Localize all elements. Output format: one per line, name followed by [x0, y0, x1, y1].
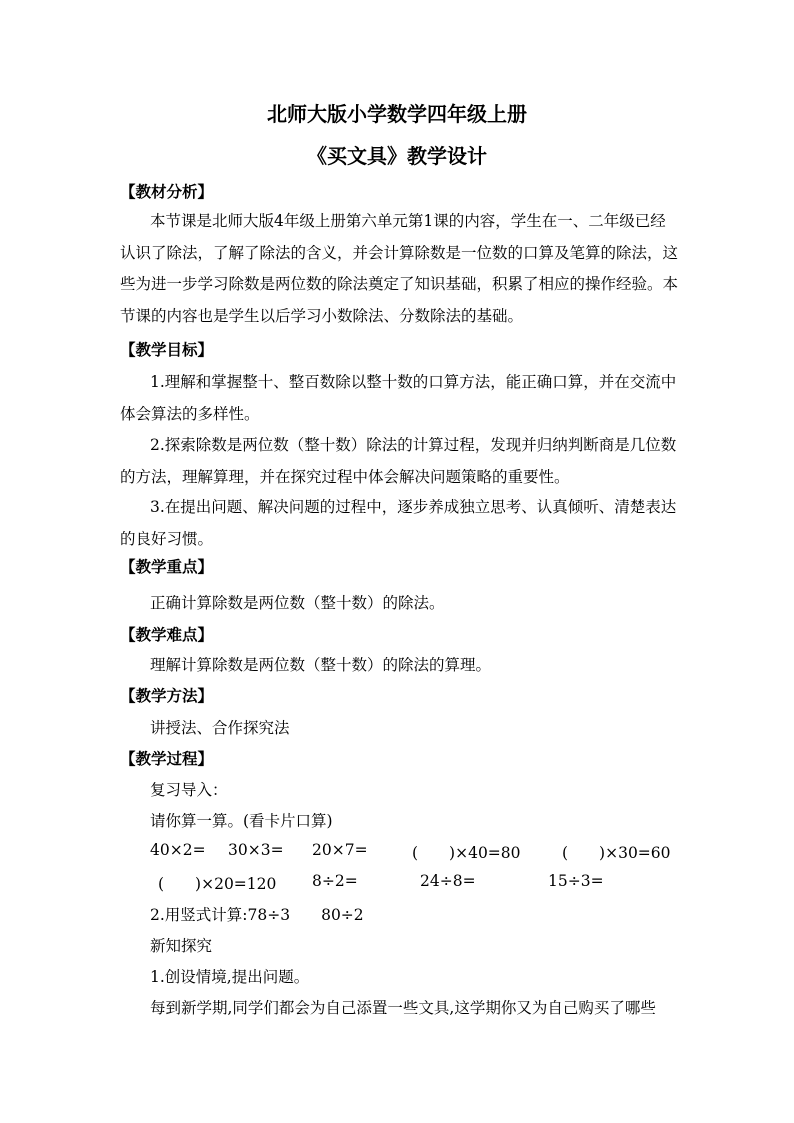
calc-item: 20×7=	[312, 841, 368, 859]
goal-3	[120, 492, 680, 555]
difficulty-text: 理解计算除数是两位数（整十数）的除法的算理。	[150, 656, 492, 674]
goal-1	[120, 367, 680, 430]
method-text: 讲授法、合作探究法	[150, 719, 290, 737]
vertical-calc: 2.用竖式计算:78÷3 80÷2	[150, 906, 364, 924]
calc-item: ( )×30=60	[562, 844, 671, 862]
goal-3-text: 3.在提出问题、解决问题的过程中，逐步养成独立思考、认真倾听、清楚表达的良好习惯。	[120, 498, 677, 548]
goal-2-text: 2.探索除数是两位数（整十数）除法的计算过程，发现并归纳判断商是几位数的方法，理解算理，并在探究过程中体会解决问题策略的重要性。	[120, 436, 677, 486]
goal-1-text: 1.理解和掌握整十、整百数除以整十数的口算方法，能正确口算，并在交流中体会算法的多样性。	[120, 373, 677, 423]
analysis-paragraph	[120, 206, 680, 332]
key-text: 正确计算除数是两位数（整十数）的除法。	[150, 594, 445, 612]
difficulty-heading: 【教学难点】	[120, 625, 214, 644]
calc-item: 30×3=	[228, 841, 284, 859]
calc-item: 15÷3=	[548, 872, 604, 890]
scenario-text: 每到新学期,同学们都会为自己添置一些文具,这学期你又为自己购买了哪些	[150, 999, 656, 1017]
review-prompt: 请你算一算。(看卡片口算)	[150, 812, 333, 830]
process-heading: 【教学过程】	[120, 749, 214, 768]
document-subtitle: 《买文具》教学设计	[307, 144, 487, 168]
goals-heading: 【教学目标】	[120, 340, 214, 359]
analysis-heading: 【教材分析】	[120, 182, 214, 201]
calc-item: ( )×40=80	[412, 844, 521, 862]
method-heading: 【教学方法】	[120, 686, 214, 705]
calc-item: 24÷8=	[420, 872, 476, 890]
calc-item: 8÷2=	[312, 872, 358, 890]
new-title: 新知探究	[150, 937, 213, 955]
calc-item: ( )×20=120	[158, 875, 277, 893]
analysis-text: 本节课是北师大版4年级上册第六单元第1课的内容，学生在一、二年级已经认识了除法，了解了除法的含义，并会计算除数是一位数的口算及笔算的除法，这些为进一步学习除数是两位数的除法奠定了知识基础，积累了相应的操作经验。本节课的内容也是学生以后学习小数除法、分数除法的基础。	[120, 212, 679, 325]
review-title: 复习导入：	[150, 781, 228, 799]
key-heading: 【教学重点】	[120, 557, 214, 576]
scenario-title: 1.创设情境,提出问题。	[150, 968, 310, 986]
calc-item: 40×2=	[150, 841, 206, 859]
document-title: 北师大版小学数学四年级上册	[267, 102, 527, 126]
goal-2	[120, 430, 680, 493]
